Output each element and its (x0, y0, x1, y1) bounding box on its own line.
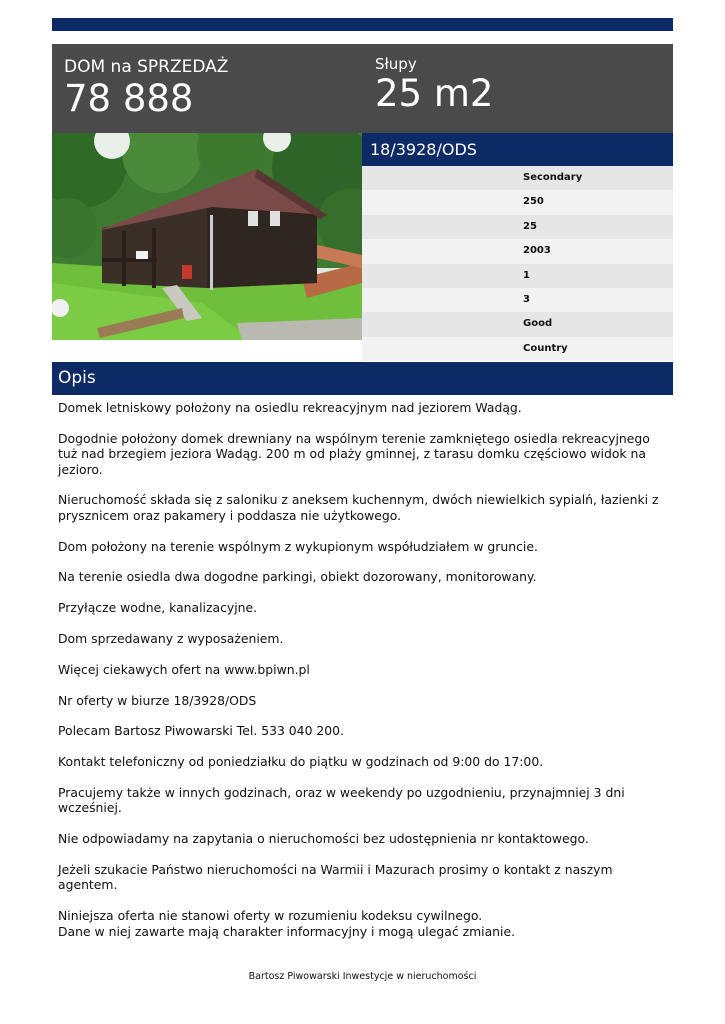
detail-row-floors: 1 (362, 264, 673, 288)
description-paragraph: Nr oferty w biurze 18/3928/ODS (58, 692, 257, 708)
description-paragraph: Dogodnie położony domek drewniany na wspólnym terenie zamkniętego osiedla rekreacyjnego tuż nad brzegiem jeziora Wadąg. 200 m od plaży gminnej, z tarasu domku częściowo widok na jezioro. (58, 430, 650, 477)
detail-row-market: Secondary (362, 166, 673, 190)
listing-type: DOM na SPRZEDAŻ (64, 57, 229, 77)
property-photo (52, 133, 362, 340)
details-panel (362, 133, 673, 361)
description-paragraph: Jeżeli szukacie Państwo nieruchomości na Warmii i Mazurach prosimy o kontakt z naszym agentem. (58, 861, 613, 893)
detail-row-plot-area: 250 (362, 190, 673, 214)
disclaimer-line: Niniejsza oferta nie stanowi oferty w rozumieniu kodeksu cywilnego. (58, 908, 483, 924)
description-paragraph: Więcej ciekawych ofert na www.bpiwn.pl (58, 661, 310, 677)
description-paragraph: Nie odpowiadamy na zapytania o nieruchomości bez udostępnienia nr kontaktowego. (58, 831, 589, 847)
disclaimer-line: Dane w niej zawarte mają charakter informacyjny i mogą ulegać zmianie. (58, 923, 516, 939)
detail-row-usable-area: 25 (362, 215, 673, 239)
listing-price: 78 888 (64, 77, 194, 120)
disclaimer (58, 908, 670, 939)
listing-area: 25 m2 (375, 72, 494, 115)
description-paragraph: Kontakt telefoniczny od poniedziałku do piątku w godzinach od 9:00 do 17:00. (58, 754, 544, 770)
description-paragraph: Dom sprzedawany z wyposażeniem. (58, 631, 284, 646)
description-paragraph: Pracujemy także w innych godzinach, oraz w weekendy po uzgodnieniu, przynajmniej 3 dni wcześniej. (58, 784, 625, 816)
header-left (64, 57, 228, 119)
listing-location: Słupy (375, 55, 417, 73)
header-right (375, 55, 493, 114)
detail-row-rooms: 3 (362, 288, 673, 312)
detail-row-condition: Good (362, 312, 673, 336)
description-heading: Opis (52, 362, 673, 395)
detail-row-location-type: Country (362, 337, 673, 361)
top-accent-bar (52, 18, 673, 31)
detail-row-build-year: 2003 (362, 239, 673, 263)
description-paragraph: Przyłącze wodne, kanalizacyjne. (58, 600, 258, 616)
description-paragraph: Nieruchomość składa się z saloniku z aneksem kuchennym, dwóch niewielkich sypialń, łazienki z prysznicem oraz pakamery i poddasza nie użytkowego. (58, 492, 659, 523)
description-paragraph: Polecam Bartosz Piwowarski Tel. 533 040 200. (58, 723, 344, 739)
description-paragraph: Dom położony na terenie wspólnym z wykupionym współudziałem w gruncie. (58, 538, 538, 554)
description-body (58, 400, 670, 939)
footer-agency: Bartosz Piwowarski Inwestycje w nieruchomości (248, 971, 477, 982)
description-paragraph: Domek letniskowy położony na osiedlu rekreacyjnym nad jeziorem Wadąg. (58, 400, 522, 415)
listing-header (52, 44, 673, 133)
reference-number: 18/3928/ODS (362, 133, 673, 166)
description-paragraph: Na terenie osiedla dwa dogodne parkingi, obiekt dozorowany, monitorowany. (58, 569, 537, 585)
